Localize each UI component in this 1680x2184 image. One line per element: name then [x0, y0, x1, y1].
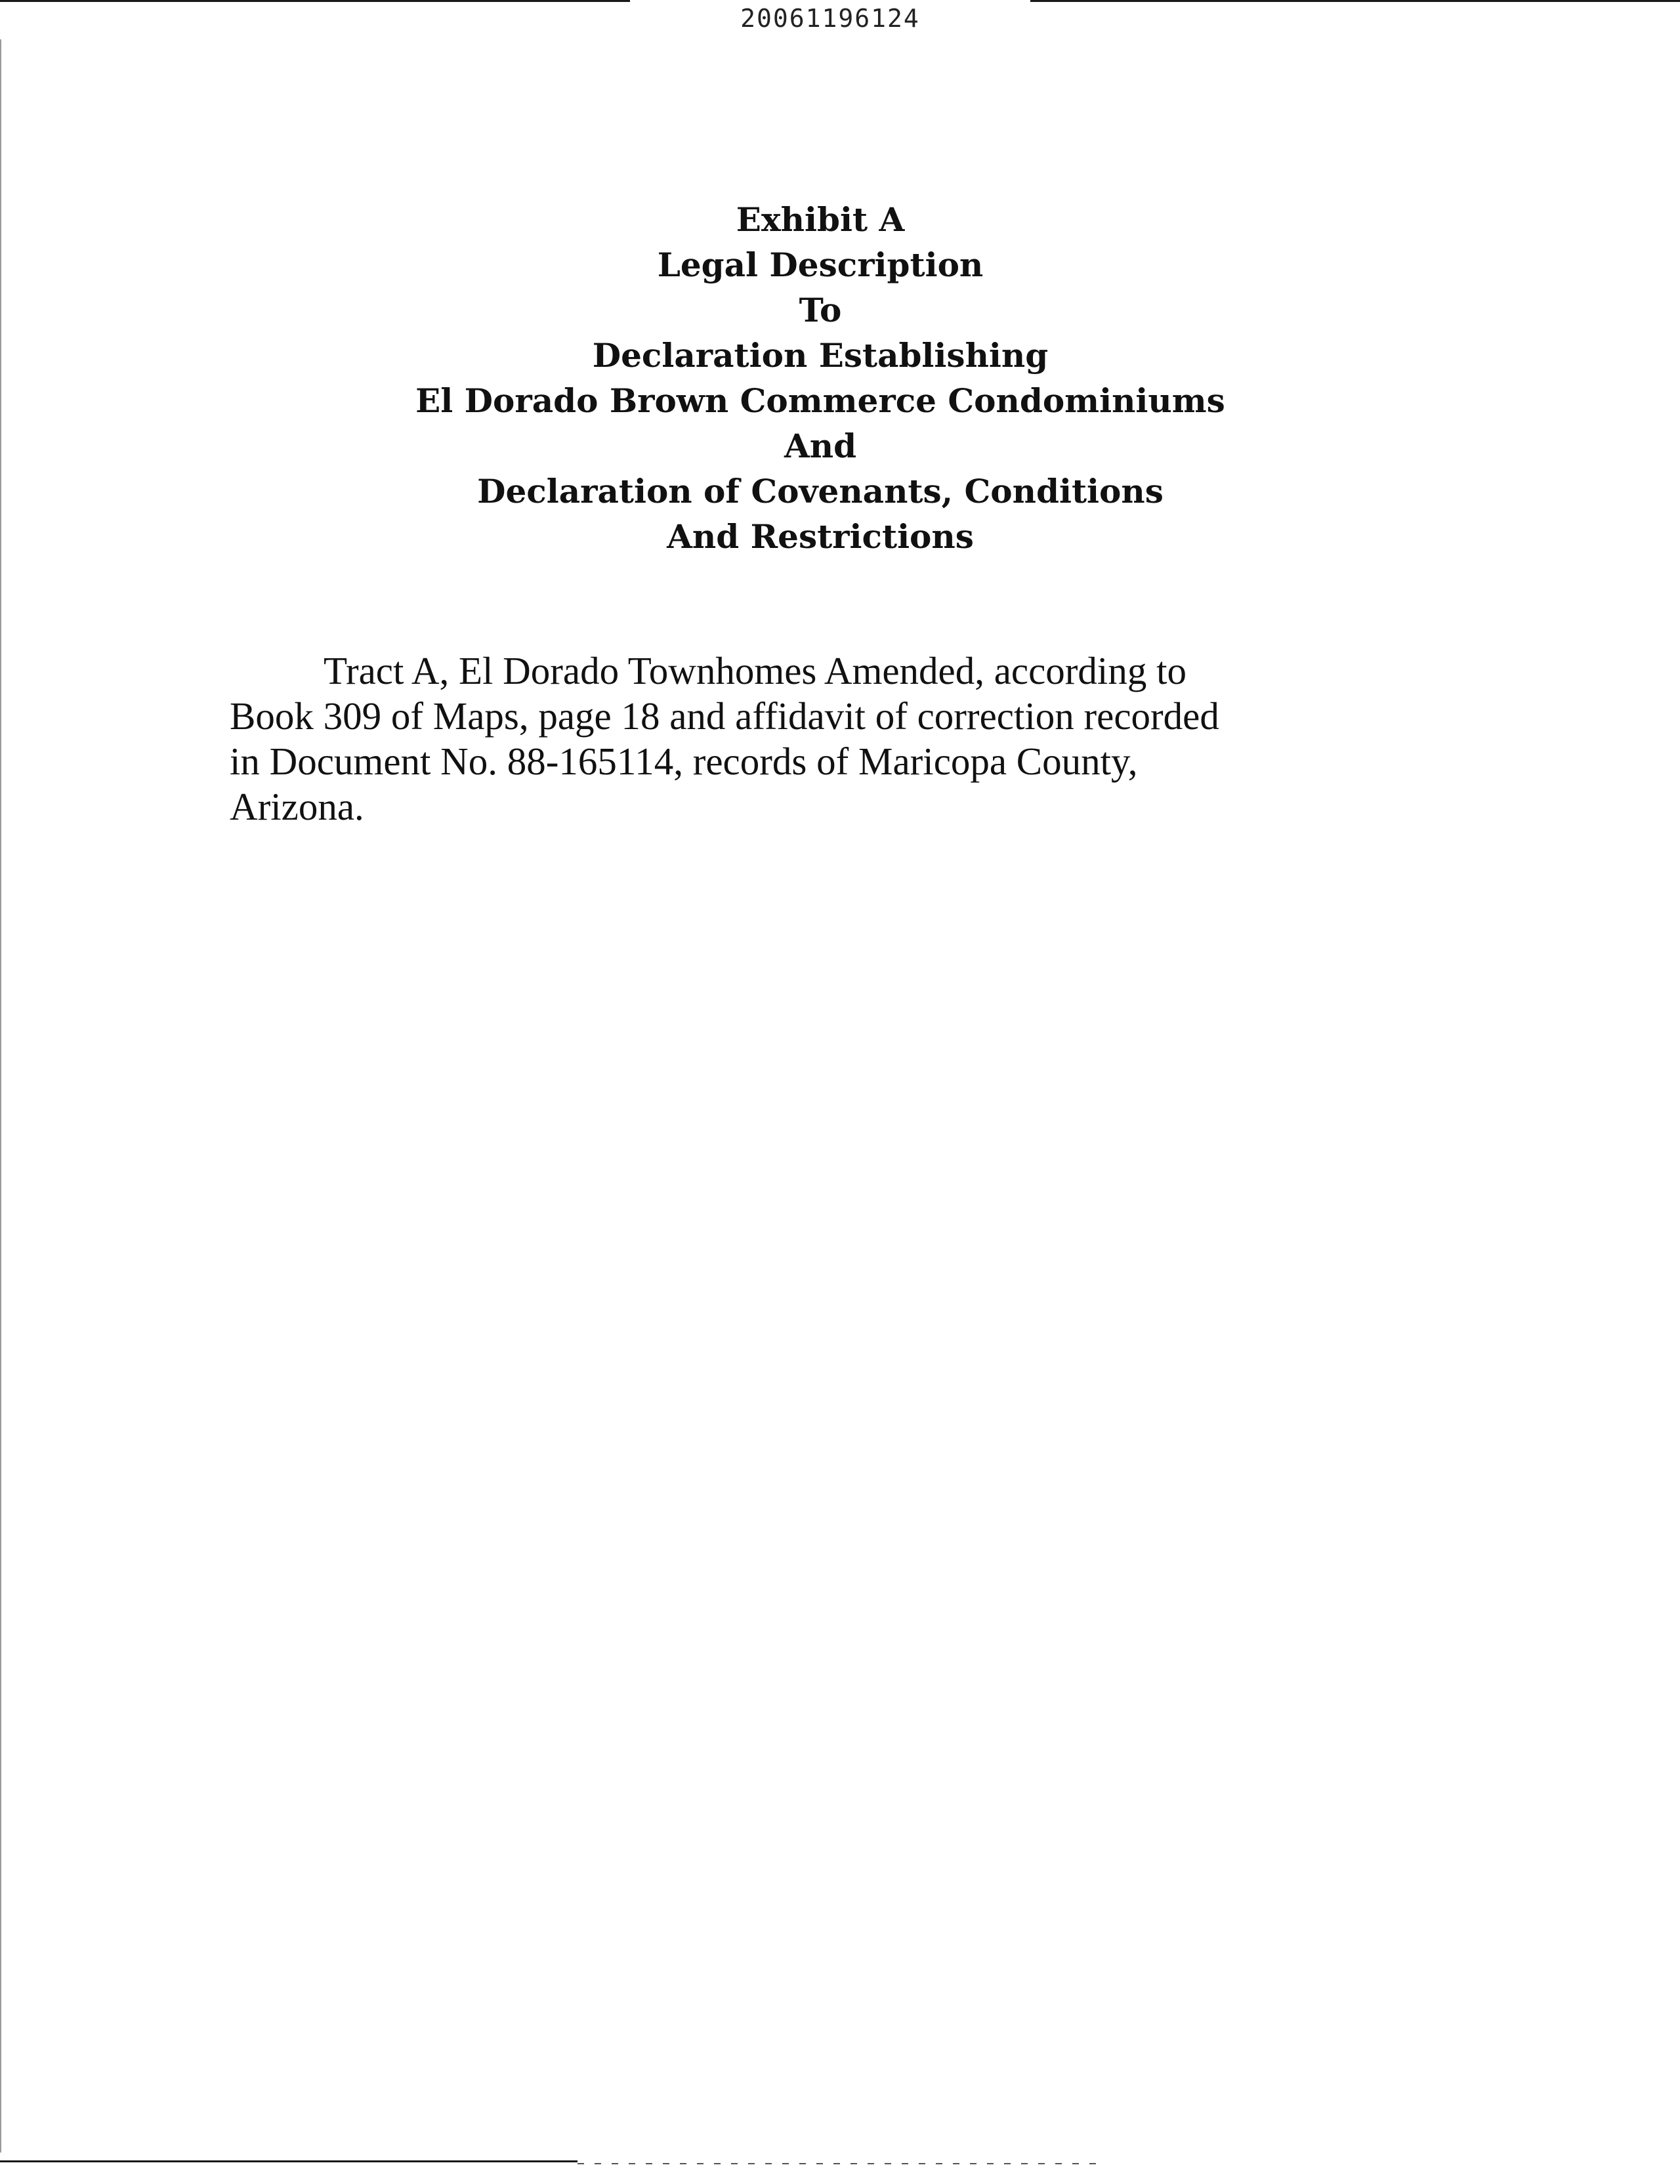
- title-legal-description: Legal Description: [657, 245, 984, 284]
- title-condominium-name: El Dorado Brown Commerce Condominiums: [415, 381, 1225, 420]
- scan-bottom-rule: [0, 2160, 578, 2162]
- title-and: And: [784, 427, 857, 465]
- title-and-restrictions: And Restrictions: [667, 517, 974, 556]
- scan-bottom-dashes: [578, 2163, 1102, 2164]
- title-declaration-covenants: Declaration of Covenants, Conditions: [477, 472, 1164, 511]
- scan-top-rule-right: [1030, 0, 1680, 2]
- title-exhibit: Exhibit A: [736, 200, 905, 239]
- legal-description-line: Book 309 of Maps, page 18 and affidavit of correction recorded: [230, 694, 1219, 738]
- document-number: 20061196124: [740, 4, 920, 33]
- legal-description-line: in Document No. 88-165114, records of Maricopa County,: [230, 740, 1138, 783]
- title-declaration-establishing: Declaration Establishing: [592, 336, 1049, 375]
- scan-top-rule-left: [0, 0, 630, 2]
- title-to: To: [799, 291, 842, 329]
- legal-description-paragraph: [230, 648, 1431, 830]
- legal-description-line: Tract A, El Dorado Townhomes Amended, according to: [324, 649, 1186, 692]
- exhibit-title-block: [0, 197, 1641, 559]
- legal-description-line: Arizona.: [230, 785, 364, 828]
